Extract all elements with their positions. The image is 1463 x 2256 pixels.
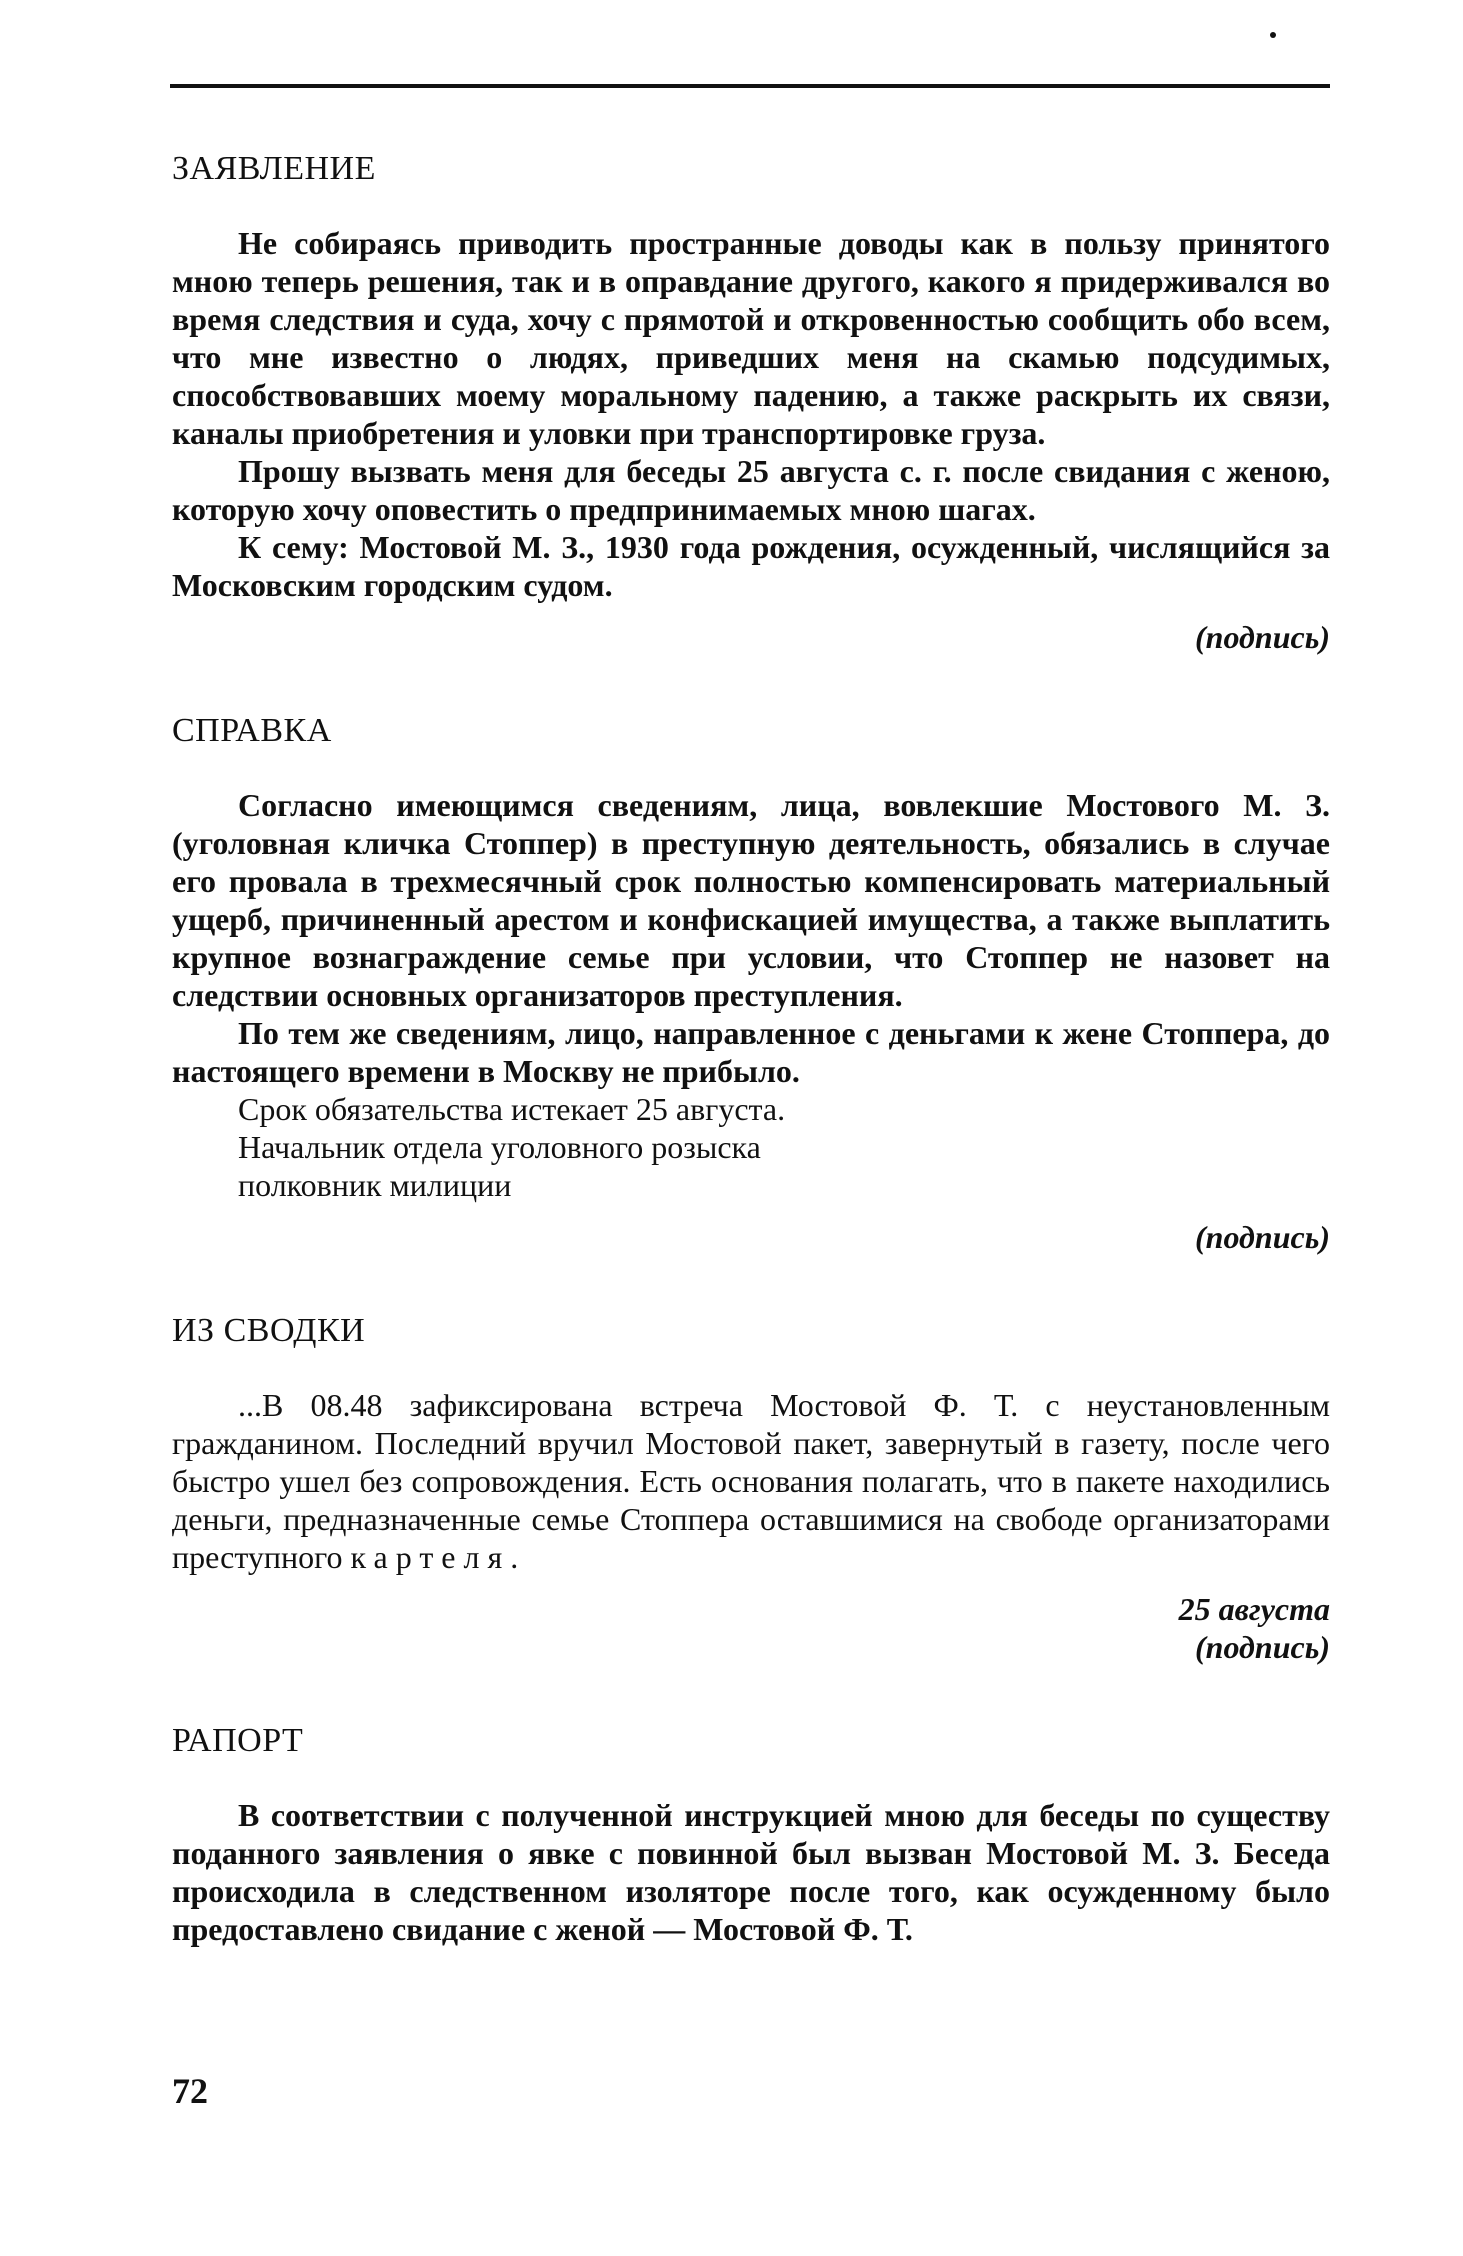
summary-spaced-word: картеля — [350, 1539, 511, 1575]
statement-paragraph-3: К сему: Мостовой М. З., 1930 года рождения, осужденный, числящийся за Московским городским судом. — [172, 529, 1330, 603]
report-paragraph-1: В соответствии с полученной инструкцией мною для беседы по существу поданного заявления о явке с повинной был вызван Мостовой М. З. Беседа происходила в следственном изоляторе после того, как осужденному было предоставлено свидание с женой — Мостовой Ф. Т. — [172, 1797, 1330, 1947]
certificate-section — [172, 712, 1330, 1256]
statement-section — [172, 150, 1330, 656]
statement-paragraph-1: Не собираясь приводить пространные доводы как в пользу принятого мною теперь решения, так и в оправдание другого, какого я придерживался во время следствия и суда, хочу с прямотой и откровенностью сообщить обо всем, что мне известно о людях, приведших меня на скамью подсудимых, способствовавших моему моральному падению, а также раскрыть их связи, каналы приобретения и уловки при транспортировке груза. — [172, 225, 1330, 451]
page-content — [172, 150, 1330, 1948]
certificate-deadline-line: Срок обязательства истекает 25 августа. — [238, 1091, 786, 1127]
statement-signature: (подпись) — [1195, 619, 1330, 655]
summary-date: 25 августа — [1178, 1591, 1330, 1627]
certificate-position-line: Начальник отдела уголовного розыска — [238, 1129, 761, 1165]
certificate-rank-line: полковник милиции — [238, 1167, 512, 1203]
certificate-paragraph-2: По тем же сведениям, лицо, направленное с деньгами к жене Стоппера, до настоящего времени в Москву не прибыло. — [172, 1015, 1330, 1089]
certificate-paragraph-1: Согласно имеющимся сведениям, лица, вовлекшие Мостового М. З. (уголовная кличка Стоппер) в преступную деятельность, обязались в случае его провала в трехмесячный срок полностью компенсировать материальный ущерб, причиненный арестом и конфискацией имущества, а также выплатить крупное вознаграждение семье при условии, что Стоппер не назовет на следствии основных организаторов преступления. — [172, 787, 1330, 1013]
statement-paragraph-2: Прошу вызвать меня для беседы 25 августа с. г. после свидания с женою, которую хочу оповестить о предпринимаемых мною шагах. — [172, 453, 1330, 527]
report-section — [172, 1722, 1330, 1948]
summary-section — [172, 1312, 1330, 1666]
statement-heading: ЗАЯВЛЕНИЕ — [172, 150, 376, 187]
top-rule — [170, 84, 1330, 88]
summary-text: ...В 08.48 зафиксирована встреча Мостовой Ф. Т. с неустановленным гражданином. Последний вручил Мостовой пакет, завернутый в газету, после чего быстро ушел без сопровождения. Есть основания полагать, что в пакете находились деньги, предназначенные семье Стоппера оставшимися на свободе организаторами преступного — [172, 1387, 1330, 1575]
summary-text-end: . — [510, 1539, 519, 1575]
summary-heading: ИЗ СВОДКИ — [172, 1312, 366, 1349]
summary-paragraph-1 — [172, 1386, 1330, 1576]
scan-speck — [1270, 32, 1276, 38]
certificate-signature: (подпись) — [1195, 1219, 1330, 1255]
summary-signature: (подпись) — [1195, 1629, 1330, 1665]
page-number: 72 — [172, 2071, 208, 2111]
certificate-heading: СПРАВКА — [172, 712, 332, 749]
report-heading: РАПОРТ — [172, 1722, 304, 1759]
